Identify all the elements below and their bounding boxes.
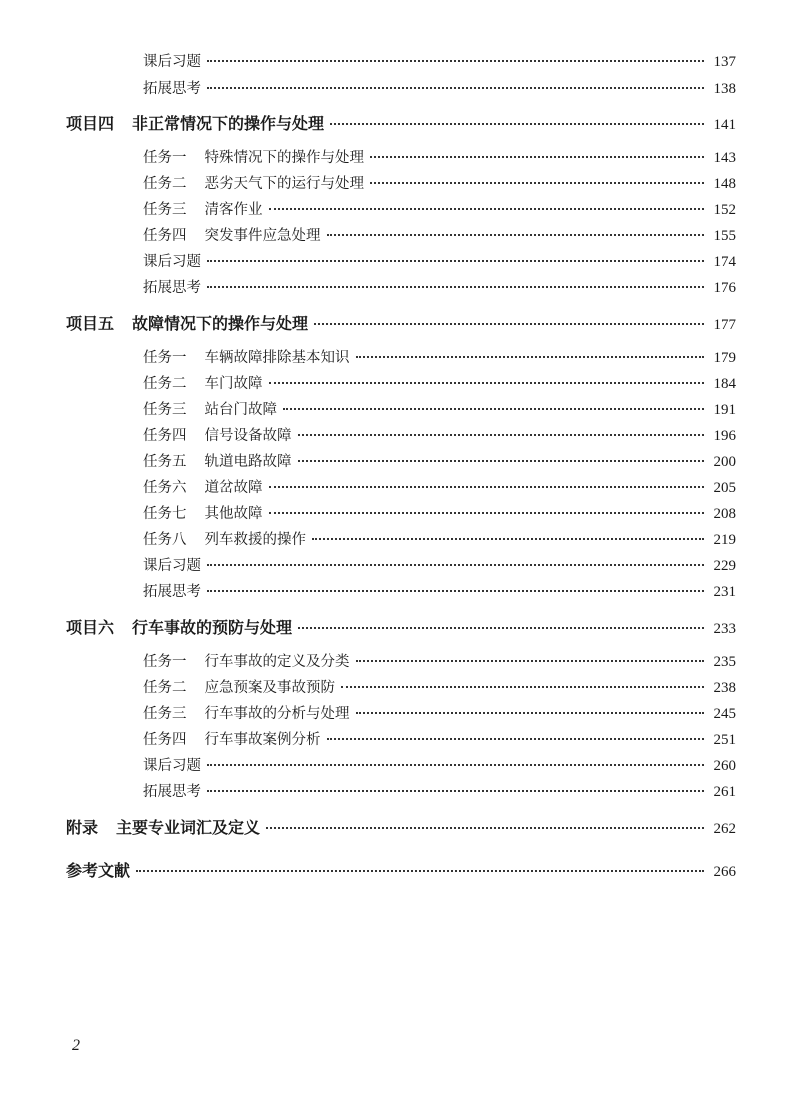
toc-entry-label <box>143 676 335 700</box>
toc-entry-page: 184 <box>713 376 736 392</box>
toc-entry-number: 任务三 <box>143 202 187 218</box>
toc-entry <box>143 728 736 752</box>
toc-entry <box>143 424 736 448</box>
page-number: 2 <box>72 1037 80 1054</box>
toc-entry-title: 课后习题 <box>143 254 201 270</box>
dot-leader <box>330 123 704 125</box>
dot-leader <box>327 234 705 236</box>
toc-entry-page: 205 <box>713 480 736 496</box>
dot-leader <box>207 564 704 566</box>
dot-leader <box>207 87 704 89</box>
toc-entry-label <box>143 172 364 196</box>
toc-entry-title: 拓展思考 <box>143 784 201 800</box>
toc-entry-number: 任务五 <box>143 454 187 470</box>
toc-entry-label <box>66 312 308 336</box>
toc-entry-label <box>143 346 350 370</box>
toc-entry-number: 任务四 <box>143 732 187 748</box>
toc-entry-title: 应急预案及事故预防 <box>204 680 335 696</box>
toc-entry-label <box>143 728 321 752</box>
toc-entry <box>143 502 736 526</box>
toc-entry <box>143 780 736 804</box>
toc-entry-label <box>143 224 321 248</box>
toc-entry-title: 拓展思考 <box>143 584 201 600</box>
toc-entry-page: 179 <box>713 350 736 366</box>
toc-entry <box>66 616 736 640</box>
toc-entry-title: 站台门故障 <box>204 402 277 418</box>
toc-entry-page: 138 <box>713 81 736 97</box>
toc-entry <box>143 554 736 578</box>
toc-entry <box>66 859 736 883</box>
toc-entry-label <box>143 650 350 674</box>
toc-entry-label <box>66 616 292 640</box>
toc-entry <box>143 702 736 726</box>
toc-entry-number: 附录 <box>66 818 99 837</box>
toc-entry <box>143 198 736 222</box>
toc-entry <box>143 77 736 101</box>
toc-entry-page: 137 <box>713 54 736 70</box>
dot-leader <box>269 486 705 488</box>
toc-entry-label <box>143 50 201 74</box>
toc-entry-label <box>143 450 292 474</box>
toc-entry-page: 260 <box>713 758 736 774</box>
toc-entry-number: 任务二 <box>143 376 187 392</box>
toc-entry-title: 课后习题 <box>143 758 201 774</box>
dot-leader <box>269 208 705 210</box>
toc-entry-page: 196 <box>713 428 736 444</box>
toc-entry-label <box>143 250 201 274</box>
dot-leader <box>298 627 704 629</box>
toc-entry <box>143 528 736 552</box>
toc-entry-label <box>143 146 364 170</box>
toc-entry-page: 191 <box>713 402 736 418</box>
dot-leader <box>269 382 705 384</box>
toc-entry-number: 任务一 <box>143 654 187 670</box>
toc-entry-number: 任务四 <box>143 228 187 244</box>
toc-entry-title: 其他故障 <box>204 506 263 522</box>
toc-entry-number: 任务四 <box>143 428 187 444</box>
toc-entry-title: 课后习题 <box>143 558 201 574</box>
toc-entry-title: 故障情况下的操作与处理 <box>132 314 309 333</box>
toc-entry-label <box>143 528 306 552</box>
toc-entry-title: 参考文献 <box>66 861 131 880</box>
toc-entry-label <box>143 554 201 578</box>
toc-entry-label <box>143 476 263 500</box>
toc-entry <box>143 146 736 170</box>
dot-leader <box>283 408 704 410</box>
toc-entry <box>66 312 736 336</box>
dot-leader <box>370 156 704 158</box>
dot-leader <box>207 260 704 262</box>
toc-entry-label <box>143 502 263 526</box>
dot-leader <box>136 870 704 872</box>
toc-entry-label <box>143 424 292 448</box>
toc-entry-number: 任务一 <box>143 150 187 166</box>
toc-entry-label <box>143 77 201 101</box>
dot-leader <box>298 460 705 462</box>
toc-entry-page: 262 <box>713 821 736 837</box>
toc-entry-number: 任务六 <box>143 480 187 496</box>
toc-entry-title: 特殊情况下的操作与处理 <box>204 150 364 166</box>
toc-entry-page: 208 <box>713 506 736 522</box>
toc-entry <box>143 224 736 248</box>
toc-entry-title: 车门故障 <box>204 376 263 392</box>
toc-entry-number: 任务三 <box>143 402 187 418</box>
toc-entry-title: 行车事故的预防与处理 <box>132 618 293 637</box>
toc-entry-label <box>143 780 201 804</box>
toc-entry-page: 235 <box>713 654 736 670</box>
toc-entry-title: 清客作业 <box>204 202 263 218</box>
toc-entry <box>143 172 736 196</box>
toc-entry-page: 155 <box>713 228 736 244</box>
toc-entry-page: 266 <box>713 864 736 880</box>
toc-entry-title: 信号设备故障 <box>204 428 292 444</box>
toc-entry-page: 229 <box>713 558 736 574</box>
toc-entry-title: 车辆故障排除基本知识 <box>204 350 350 366</box>
toc-entry-title: 恶劣天气下的运行与处理 <box>204 176 364 192</box>
toc-entry-label <box>143 398 277 422</box>
toc-entry-title: 行车事故的定义及分类 <box>204 654 350 670</box>
dot-leader <box>312 538 704 540</box>
toc-entry-number: 任务七 <box>143 506 187 522</box>
toc-entry-page: 233 <box>713 621 736 637</box>
toc-entry-page: 231 <box>713 584 736 600</box>
dot-leader <box>327 738 705 740</box>
toc-entry-page: 143 <box>713 150 736 166</box>
dot-leader <box>356 712 705 714</box>
toc-entry <box>143 372 736 396</box>
toc-entry-page: 174 <box>713 254 736 270</box>
toc-entry-label <box>143 372 263 396</box>
toc-entry-page: 251 <box>713 732 736 748</box>
dot-leader <box>207 286 704 288</box>
toc-entry <box>143 754 736 778</box>
toc-entry <box>66 816 736 840</box>
dot-leader <box>341 686 704 688</box>
toc-entry <box>143 50 736 74</box>
toc-entry-label <box>143 702 350 726</box>
toc-entry-page: 200 <box>713 454 736 470</box>
toc-entry-label <box>66 816 260 840</box>
toc-entry-number: 任务一 <box>143 350 187 366</box>
dot-leader <box>370 182 704 184</box>
dot-leader <box>266 827 704 829</box>
toc-entry-label <box>143 276 201 300</box>
toc-entry <box>143 676 736 700</box>
toc-entry-title: 突发事件应急处理 <box>204 228 321 244</box>
toc-entry-number: 任务八 <box>143 532 187 548</box>
toc-entry-page: 176 <box>713 280 736 296</box>
toc-entry-page: 245 <box>713 706 736 722</box>
toc-entry-label <box>143 580 201 604</box>
toc-entry-label <box>66 112 324 136</box>
dot-leader <box>207 764 704 766</box>
toc-entry <box>143 276 736 300</box>
toc-entry-page: 219 <box>713 532 736 548</box>
toc-entry <box>143 650 736 674</box>
toc-entry <box>143 580 736 604</box>
dot-leader <box>298 434 705 436</box>
toc-entry-number: 任务二 <box>143 176 187 192</box>
dot-leader <box>269 512 705 514</box>
toc-entry-title: 行车事故案例分析 <box>204 732 321 748</box>
toc-entry-number: 任务三 <box>143 706 187 722</box>
toc-entry-label <box>143 198 263 222</box>
toc-entry <box>143 476 736 500</box>
toc-entry <box>66 112 736 136</box>
toc-entry-page: 141 <box>713 117 736 133</box>
toc-entry-page: 152 <box>713 202 736 218</box>
toc-entry-title: 列车救援的操作 <box>204 532 306 548</box>
toc-entry-number: 项目四 <box>66 114 115 133</box>
toc-entry-title: 主要专业词汇及定义 <box>116 818 261 837</box>
toc-entry-page: 261 <box>713 784 736 800</box>
dot-leader <box>207 590 704 592</box>
toc-entry-page: 148 <box>713 176 736 192</box>
toc-entry <box>143 398 736 422</box>
dot-leader <box>207 790 704 792</box>
dot-leader <box>356 660 705 662</box>
toc-entry-title: 行车事故的分析与处理 <box>204 706 350 722</box>
toc-entry-number: 项目六 <box>66 618 115 637</box>
toc-entry-label <box>66 859 130 883</box>
toc-entry-title: 道岔故障 <box>204 480 263 496</box>
toc-entry-label <box>143 754 201 778</box>
toc-entry <box>143 450 736 474</box>
toc-entry-title: 非正常情况下的操作与处理 <box>132 114 325 133</box>
dot-leader <box>356 356 705 358</box>
toc-entry <box>143 346 736 370</box>
dot-leader <box>314 323 704 325</box>
dot-leader <box>207 60 704 62</box>
toc-entry-title: 课后习题 <box>143 54 201 70</box>
toc-entry-title: 拓展思考 <box>143 81 201 97</box>
toc-entry <box>143 250 736 274</box>
toc-entry-title: 拓展思考 <box>143 280 201 296</box>
toc-entry-page: 177 <box>713 317 736 333</box>
toc-entry-page: 238 <box>713 680 736 696</box>
toc-entry-title: 轨道电路故障 <box>204 454 292 470</box>
toc-entry-number: 任务二 <box>143 680 187 696</box>
toc-entry-number: 项目五 <box>66 314 115 333</box>
